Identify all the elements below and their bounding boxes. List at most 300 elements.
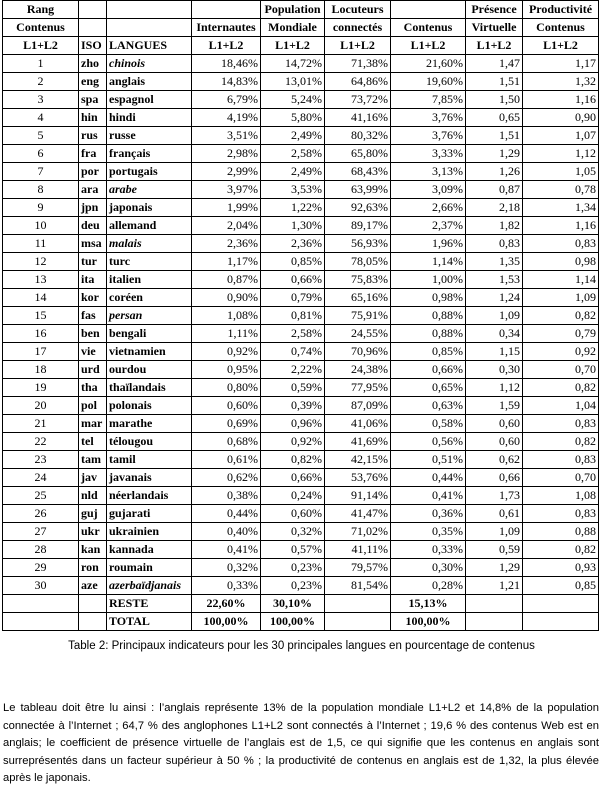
header-l1l2-contenus: L1+L2	[391, 37, 466, 55]
contenus-cell: 3,13%	[391, 163, 466, 181]
productivite-cell: 1,14	[523, 271, 599, 289]
locuteurs-cell: 75,91%	[325, 307, 391, 325]
header-iso-top	[79, 1, 107, 19]
presence-cell: 2,18	[466, 199, 523, 217]
population-cell: 2,36%	[261, 235, 325, 253]
locuteurs-cell: 80,32%	[325, 127, 391, 145]
iso-cell: aze	[79, 577, 107, 595]
rang-cell: 9	[3, 199, 79, 217]
rang-cell: 25	[3, 487, 79, 505]
reste-row	[3, 595, 599, 613]
iso-cell: ben	[79, 325, 107, 343]
locuteurs-cell: 65,16%	[325, 289, 391, 307]
presence-cell: 1,35	[466, 253, 523, 271]
explanation-paragraph: Le tableau doit être lu ainsi : l’anglais représente 13% de la population mondiale L1+L2 et 14,8% de la population connectée à l’Internet ; 64,7 % des anglophones L1+L2 sont connectés à l’Internet ; 19,6 % des contenus Web est en anglais; le coefficient de présence virtuelle de l’anglais est de 1,5, ce qui signifie que les contenus en anglais sont surreprésentés dans un facteur supérieur à 50 % ; la productivité de contenus en anglais est de 1,32, la plus élevée après le japonais.	[3, 702, 599, 785]
header-iso: ISO	[79, 37, 107, 55]
language-cell: thaïlandais	[107, 379, 192, 397]
population-cell: 0,59%	[261, 379, 325, 397]
internautes-cell: 1,08%	[192, 307, 261, 325]
productivite-cell: 0,82	[523, 307, 599, 325]
language-cell: polonais	[107, 397, 192, 415]
presence-cell: 1,50	[466, 91, 523, 109]
total-presence-cell	[466, 613, 523, 631]
population-cell: 5,80%	[261, 109, 325, 127]
presence-cell: 0,59	[466, 541, 523, 559]
language-cell: chinois	[107, 55, 192, 73]
locuteurs-cell: 71,02%	[325, 523, 391, 541]
locuteurs-cell: 91,14%	[325, 487, 391, 505]
internautes-cell: 0,60%	[192, 397, 261, 415]
contenus-cell: 0,28%	[391, 577, 466, 595]
internautes-cell: 0,69%	[192, 415, 261, 433]
locuteurs-cell: 41,11%	[325, 541, 391, 559]
header-mondiale: Mondiale	[261, 19, 325, 37]
rang-cell: 23	[3, 451, 79, 469]
header-row-2	[3, 19, 599, 37]
locuteurs-cell: 64,86%	[325, 73, 391, 91]
productivite-cell: 0,92	[523, 343, 599, 361]
presence-cell: 1,59	[466, 397, 523, 415]
internautes-cell: 6,79%	[192, 91, 261, 109]
contenus-cell: 0,58%	[391, 415, 466, 433]
rang-cell: 20	[3, 397, 79, 415]
internautes-cell: 0,92%	[192, 343, 261, 361]
header-contenus: Contenus	[391, 19, 466, 37]
locuteurs-cell: 63,99%	[325, 181, 391, 199]
iso-cell: fas	[79, 307, 107, 325]
header-l1l2-internautes: L1+L2	[192, 37, 261, 55]
contenus-cell: 3,33%	[391, 145, 466, 163]
presence-cell: 0,66	[466, 469, 523, 487]
productivite-cell: 0,82	[523, 379, 599, 397]
total-label: TOTAL	[107, 613, 192, 631]
total-population: 100,00%	[261, 613, 325, 631]
presence-cell: 0,61	[466, 505, 523, 523]
contenus-cell: 19,60%	[391, 73, 466, 91]
presence-cell: 1,12	[466, 379, 523, 397]
rang-cell: 11	[3, 235, 79, 253]
internautes-cell: 0,87%	[192, 271, 261, 289]
locuteurs-cell: 68,43%	[325, 163, 391, 181]
locuteurs-cell: 24,55%	[325, 325, 391, 343]
internautes-cell: 2,04%	[192, 217, 261, 235]
iso-cell: eng	[79, 73, 107, 91]
internautes-cell: 1,17%	[192, 253, 261, 271]
total-productivite-cell	[523, 613, 599, 631]
header-contenus-prod: Contenus	[523, 19, 599, 37]
presence-cell: 0,30	[466, 361, 523, 379]
language-cell: italien	[107, 271, 192, 289]
presence-cell: 1,51	[466, 127, 523, 145]
language-cell: persan	[107, 307, 192, 325]
internautes-cell: 4,19%	[192, 109, 261, 127]
locuteurs-cell: 89,17%	[325, 217, 391, 235]
productivite-cell: 1,12	[523, 145, 599, 163]
iso-cell: jav	[79, 469, 107, 487]
internautes-cell: 2,98%	[192, 145, 261, 163]
header-productivite: Productivité	[523, 1, 599, 19]
population-cell: 0,23%	[261, 577, 325, 595]
table-row	[3, 325, 599, 343]
language-cell: azerbaïdjanais	[107, 577, 192, 595]
locuteurs-cell: 41,69%	[325, 433, 391, 451]
productivite-cell: 0,90	[523, 109, 599, 127]
reste-internautes: 22,60%	[192, 595, 261, 613]
productivite-cell: 1,16	[523, 91, 599, 109]
header-l1l2-locuteurs: L1+L2	[325, 37, 391, 55]
table-row	[3, 469, 599, 487]
productivite-cell: 0,85	[523, 577, 599, 595]
language-cell: ourdou	[107, 361, 192, 379]
contenus-cell: 0,98%	[391, 289, 466, 307]
population-cell: 0,23%	[261, 559, 325, 577]
locuteurs-cell: 70,96%	[325, 343, 391, 361]
header-langues: LANGUES	[107, 37, 192, 55]
contenus-cell: 3,76%	[391, 109, 466, 127]
rang-cell: 30	[3, 577, 79, 595]
population-cell: 0,82%	[261, 451, 325, 469]
language-cell: ukrainien	[107, 523, 192, 541]
table-row	[3, 451, 599, 469]
rang-cell: 18	[3, 361, 79, 379]
iso-cell: spa	[79, 91, 107, 109]
rang-cell: 28	[3, 541, 79, 559]
table-row	[3, 577, 599, 595]
internautes-cell: 0,33%	[192, 577, 261, 595]
header-connectes: connectés	[325, 19, 391, 37]
language-cell: gujarati	[107, 505, 192, 523]
rang-cell: 12	[3, 253, 79, 271]
iso-cell: tur	[79, 253, 107, 271]
table-row	[3, 145, 599, 163]
language-cell: portugais	[107, 163, 192, 181]
table-row	[3, 415, 599, 433]
iso-cell: urd	[79, 361, 107, 379]
language-cell: néerlandais	[107, 487, 192, 505]
locuteurs-cell: 81,54%	[325, 577, 391, 595]
internautes-cell: 18,46%	[192, 55, 261, 73]
contenus-cell: 1,14%	[391, 253, 466, 271]
productivite-cell: 1,16	[523, 217, 599, 235]
total-rang-cell	[3, 613, 79, 631]
table-row	[3, 271, 599, 289]
internautes-cell: 0,38%	[192, 487, 261, 505]
table-row	[3, 487, 599, 505]
presence-cell: 1,21	[466, 577, 523, 595]
productivite-cell: 1,32	[523, 73, 599, 91]
rang-cell: 26	[3, 505, 79, 523]
presence-cell: 1,53	[466, 271, 523, 289]
productivite-cell: 1,04	[523, 397, 599, 415]
table-row	[3, 397, 599, 415]
header-iso-mid	[79, 19, 107, 37]
presence-cell: 0,83	[466, 235, 523, 253]
language-cell: hindi	[107, 109, 192, 127]
contenus-cell: 0,35%	[391, 523, 466, 541]
population-cell: 0,57%	[261, 541, 325, 559]
contenus-cell: 3,76%	[391, 127, 466, 145]
productivite-cell: 1,08	[523, 487, 599, 505]
locuteurs-cell: 73,72%	[325, 91, 391, 109]
contenus-cell: 0,56%	[391, 433, 466, 451]
population-cell: 0,32%	[261, 523, 325, 541]
presence-cell: 1,15	[466, 343, 523, 361]
presence-cell: 0,60	[466, 415, 523, 433]
header-l1l2-productivite: L1+L2	[523, 37, 599, 55]
locuteurs-cell: 71,38%	[325, 55, 391, 73]
reste-population: 30,10%	[261, 595, 325, 613]
productivite-cell: 0,82	[523, 433, 599, 451]
language-cell: bengali	[107, 325, 192, 343]
presence-cell: 1,24	[466, 289, 523, 307]
population-cell: 0,81%	[261, 307, 325, 325]
header-l1l2-population: L1+L2	[261, 37, 325, 55]
population-cell: 2,49%	[261, 163, 325, 181]
internautes-cell: 0,41%	[192, 541, 261, 559]
iso-cell: kor	[79, 289, 107, 307]
iso-cell: tam	[79, 451, 107, 469]
language-cell: télougou	[107, 433, 192, 451]
iso-cell: hin	[79, 109, 107, 127]
internautes-cell: 1,99%	[192, 199, 261, 217]
productivite-cell: 1,34	[523, 199, 599, 217]
productivite-cell: 0,83	[523, 235, 599, 253]
rang-cell: 3	[3, 91, 79, 109]
locuteurs-cell: 42,15%	[325, 451, 391, 469]
population-cell: 1,22%	[261, 199, 325, 217]
header-internautes: Internautes	[192, 19, 261, 37]
locuteurs-cell: 78,05%	[325, 253, 391, 271]
iso-cell: jpn	[79, 199, 107, 217]
total-contenus: 100,00%	[391, 613, 466, 631]
language-cell: malais	[107, 235, 192, 253]
presence-cell: 1,73	[466, 487, 523, 505]
table-row	[3, 361, 599, 379]
locuteurs-cell: 92,63%	[325, 199, 391, 217]
total-internautes: 100,00%	[192, 613, 261, 631]
internautes-cell: 2,99%	[192, 163, 261, 181]
language-cell: espagnol	[107, 91, 192, 109]
productivite-cell: 1,09	[523, 289, 599, 307]
iso-cell: rus	[79, 127, 107, 145]
presence-cell: 1,47	[466, 55, 523, 73]
productivite-cell: 0,79	[523, 325, 599, 343]
contenus-cell: 0,63%	[391, 397, 466, 415]
language-indicators-table	[2, 0, 599, 631]
locuteurs-cell: 56,93%	[325, 235, 391, 253]
rang-cell: 14	[3, 289, 79, 307]
locuteurs-cell: 24,38%	[325, 361, 391, 379]
reste-contenus: 15,13%	[391, 595, 466, 613]
locuteurs-cell: 77,95%	[325, 379, 391, 397]
internautes-cell: 0,90%	[192, 289, 261, 307]
total-locuteurs-cell	[325, 613, 391, 631]
internautes-cell: 0,95%	[192, 361, 261, 379]
contenus-cell: 21,60%	[391, 55, 466, 73]
internautes-cell: 14,83%	[192, 73, 261, 91]
table-row	[3, 253, 599, 271]
contenus-cell: 0,88%	[391, 325, 466, 343]
presence-cell: 0,34	[466, 325, 523, 343]
language-cell: anglais	[107, 73, 192, 91]
population-cell: 2,22%	[261, 361, 325, 379]
language-cell: arabe	[107, 181, 192, 199]
contenus-cell: 3,09%	[391, 181, 466, 199]
productivite-cell: 0,98	[523, 253, 599, 271]
population-cell: 0,24%	[261, 487, 325, 505]
contenus-cell: 0,30%	[391, 559, 466, 577]
rang-cell: 17	[3, 343, 79, 361]
population-cell: 1,30%	[261, 217, 325, 235]
population-cell: 0,79%	[261, 289, 325, 307]
table-row	[3, 523, 599, 541]
iso-cell: por	[79, 163, 107, 181]
internautes-cell: 2,36%	[192, 235, 261, 253]
contenus-cell: 0,65%	[391, 379, 466, 397]
productivite-cell: 1,17	[523, 55, 599, 73]
locuteurs-cell: 53,76%	[325, 469, 391, 487]
iso-cell: tha	[79, 379, 107, 397]
header-locuteurs: Locuteurs	[325, 1, 391, 19]
population-cell: 14,72%	[261, 55, 325, 73]
rang-cell: 29	[3, 559, 79, 577]
language-cell: russe	[107, 127, 192, 145]
population-cell: 2,49%	[261, 127, 325, 145]
contenus-cell: 1,96%	[391, 235, 466, 253]
productivite-cell: 0,70	[523, 469, 599, 487]
iso-cell: pol	[79, 397, 107, 415]
internautes-cell: 0,62%	[192, 469, 261, 487]
iso-cell: deu	[79, 217, 107, 235]
internautes-cell: 0,32%	[192, 559, 261, 577]
internautes-cell: 1,11%	[192, 325, 261, 343]
population-cell: 3,53%	[261, 181, 325, 199]
presence-cell: 0,65	[466, 109, 523, 127]
population-cell: 0,66%	[261, 271, 325, 289]
iso-cell: mar	[79, 415, 107, 433]
locuteurs-cell: 65,80%	[325, 145, 391, 163]
language-cell: japonais	[107, 199, 192, 217]
reste-locuteurs-cell	[325, 595, 391, 613]
reste-productivite-cell	[523, 595, 599, 613]
population-cell: 0,92%	[261, 433, 325, 451]
table-row	[3, 181, 599, 199]
rang-cell: 10	[3, 217, 79, 235]
productivite-cell: 0,83	[523, 451, 599, 469]
contenus-cell: 2,66%	[391, 199, 466, 217]
contenus-cell: 1,00%	[391, 271, 466, 289]
table-row	[3, 379, 599, 397]
total-row	[3, 613, 599, 631]
table-row	[3, 109, 599, 127]
productivite-cell: 1,07	[523, 127, 599, 145]
header-presence: Présence	[466, 1, 523, 19]
internautes-cell: 3,51%	[192, 127, 261, 145]
population-cell: 0,39%	[261, 397, 325, 415]
header-langues-top	[107, 1, 192, 19]
table-row	[3, 307, 599, 325]
iso-cell: fra	[79, 145, 107, 163]
rang-cell: 7	[3, 163, 79, 181]
total-iso-cell	[79, 613, 107, 631]
table-row	[3, 73, 599, 91]
internautes-cell: 0,68%	[192, 433, 261, 451]
iso-cell: msa	[79, 235, 107, 253]
table-row	[3, 505, 599, 523]
productivite-cell: 0,88	[523, 523, 599, 541]
locuteurs-cell: 87,09%	[325, 397, 391, 415]
population-cell: 2,58%	[261, 325, 325, 343]
table-row	[3, 559, 599, 577]
contenus-cell: 0,44%	[391, 469, 466, 487]
internautes-cell: 0,44%	[192, 505, 261, 523]
locuteurs-cell: 75,83%	[325, 271, 391, 289]
contenus-cell: 0,41%	[391, 487, 466, 505]
language-cell: roumain	[107, 559, 192, 577]
rang-cell: 13	[3, 271, 79, 289]
iso-cell: kan	[79, 541, 107, 559]
population-cell: 0,74%	[261, 343, 325, 361]
presence-cell: 1,29	[466, 145, 523, 163]
table-row	[3, 163, 599, 181]
table-row	[3, 541, 599, 559]
table-body	[3, 55, 599, 595]
rang-cell: 24	[3, 469, 79, 487]
language-cell: javanais	[107, 469, 192, 487]
population-cell: 0,96%	[261, 415, 325, 433]
header-contenus-rang: Contenus	[3, 19, 79, 37]
table-row	[3, 433, 599, 451]
language-cell: turc	[107, 253, 192, 271]
productivite-cell: 0,83	[523, 505, 599, 523]
presence-cell: 1,26	[466, 163, 523, 181]
table-caption: Table 2: Principaux indicateurs pour les 30 principales langues en pourcentage de contenus	[68, 640, 535, 652]
population-cell: 13,01%	[261, 73, 325, 91]
presence-cell: 0,60	[466, 433, 523, 451]
rang-cell: 8	[3, 181, 79, 199]
header-contenus-top	[391, 1, 466, 19]
table-row	[3, 235, 599, 253]
contenus-cell: 0,36%	[391, 505, 466, 523]
population-cell: 0,66%	[261, 469, 325, 487]
contenus-cell: 0,88%	[391, 307, 466, 325]
rang-cell: 16	[3, 325, 79, 343]
rang-cell: 19	[3, 379, 79, 397]
population-cell: 0,60%	[261, 505, 325, 523]
productivite-cell: 0,82	[523, 541, 599, 559]
rang-cell: 2	[3, 73, 79, 91]
rang-cell: 4	[3, 109, 79, 127]
rang-cell: 5	[3, 127, 79, 145]
header-rang: Rang	[3, 1, 79, 19]
iso-cell: nld	[79, 487, 107, 505]
presence-cell: 1,51	[466, 73, 523, 91]
language-cell: tamil	[107, 451, 192, 469]
iso-cell: zho	[79, 55, 107, 73]
reste-label: RESTE	[107, 595, 192, 613]
contenus-cell: 0,66%	[391, 361, 466, 379]
locuteurs-cell: 41,47%	[325, 505, 391, 523]
language-cell: marathe	[107, 415, 192, 433]
table-row	[3, 91, 599, 109]
population-cell: 2,58%	[261, 145, 325, 163]
table-row	[3, 199, 599, 217]
contenus-cell: 0,51%	[391, 451, 466, 469]
header-population: Population	[261, 1, 325, 19]
rang-cell: 6	[3, 145, 79, 163]
header-row-1	[3, 1, 599, 19]
iso-cell: tel	[79, 433, 107, 451]
